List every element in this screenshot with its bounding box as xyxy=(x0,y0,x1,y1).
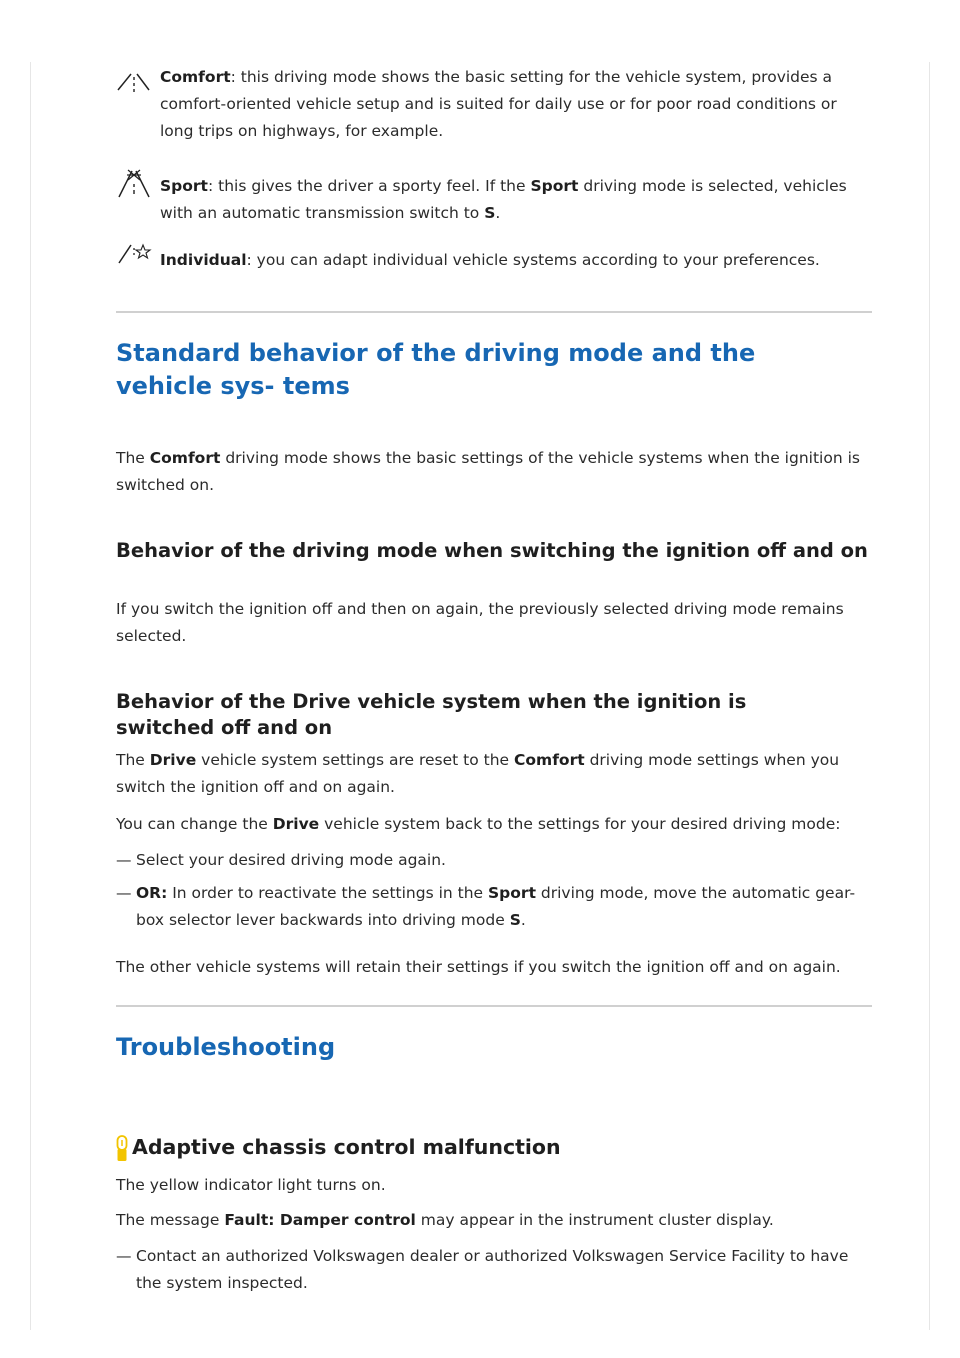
section-title-troubleshooting: Troubleshooting xyxy=(116,1033,336,1061)
mode-sport-name: Sport xyxy=(160,177,208,195)
mode-comfort-name: Comfort xyxy=(160,68,231,86)
section-divider xyxy=(116,1005,872,1007)
bullet-dash: — xyxy=(116,884,132,902)
bullet-dash: — xyxy=(116,851,132,869)
individual-mode-icon xyxy=(116,239,152,269)
mode-individual xyxy=(116,247,872,274)
bullet-text: Contact an authorized Volkswagen dealer or authorized Volkswagen Service Facility to have the system inspected. xyxy=(136,1247,849,1292)
page-edge-right xyxy=(929,62,930,1330)
mode-comfort-text: : this driving mode shows the basic setting for the vehicle system, provides a comfort-oriented vehicle setup and is suited for daily use or for poor road conditions or long trips on highways, for example. xyxy=(160,68,837,140)
comfort-mode-icon xyxy=(116,66,152,96)
yellow-warning-light-icon xyxy=(116,1135,128,1163)
warning-heading xyxy=(116,1133,872,1167)
subsection-title-driving-mode-ignition: Behavior of the driving mode when switching the ignition off and on xyxy=(116,539,868,562)
subsection2-paragraph-2: You can change the Drive vehicle system back to the settings for your desired driving mode: xyxy=(116,815,841,833)
mode-comfort xyxy=(116,64,872,145)
section-divider xyxy=(116,311,872,313)
list-item xyxy=(116,880,872,934)
subsection2-closing: The other vehicle systems will retain their settings if you switch the ignition off and on again. xyxy=(116,958,841,976)
bullet-text: OR: In order to reactivate the settings in the Sport driving mode, move the automatic gear- box selector lever backwards into driving mode S. xyxy=(136,884,856,929)
section-title-standard-behavior: Standard behavior of the driving mode and the vehicle sys- tems xyxy=(116,339,756,400)
bullet-dash: — xyxy=(116,1247,132,1265)
mode-sport-description: Sport: this gives the driver a sporty feel. If the Sport driving mode is selected, vehicles with an automatic transmission switch to S. xyxy=(160,177,847,222)
warning-paragraph-1: The yellow indicator light turns on. xyxy=(116,1176,386,1194)
subsection-title-drive-system-ignition: Behavior of the Drive vehicle system when the ignition is switched off and on xyxy=(116,690,747,739)
bullet-text: Select your desired driving mode again. xyxy=(136,851,446,869)
list-item xyxy=(116,1243,872,1297)
mode-sport xyxy=(116,173,872,227)
subsection2-paragraph-1: The Drive vehicle system settings are reset to the Comfort driving mode settings when you switch the ignition off and on again. xyxy=(116,751,840,796)
warning-paragraph-2: The message Fault: Damper control may appear in the instrument cluster display. xyxy=(116,1211,774,1229)
page-edge-left xyxy=(30,62,31,1330)
mode-comfort-description xyxy=(160,64,872,145)
subsection1-text: If you switch the ignition off and then on again, the previously selected driving mode remains selected. xyxy=(116,600,844,645)
mode-individual-description: Individual: you can adapt individual vehicle systems according to your preferences. xyxy=(160,251,820,269)
section1-intro: The Comfort driving mode shows the basic settings of the vehicle systems when the ignition is switched on. xyxy=(116,449,860,494)
list-item xyxy=(116,847,872,874)
warning-title: Adaptive chassis control malfunction xyxy=(132,1135,561,1159)
mode-individual-name: Individual xyxy=(160,251,247,269)
sport-mode-icon xyxy=(116,165,152,201)
